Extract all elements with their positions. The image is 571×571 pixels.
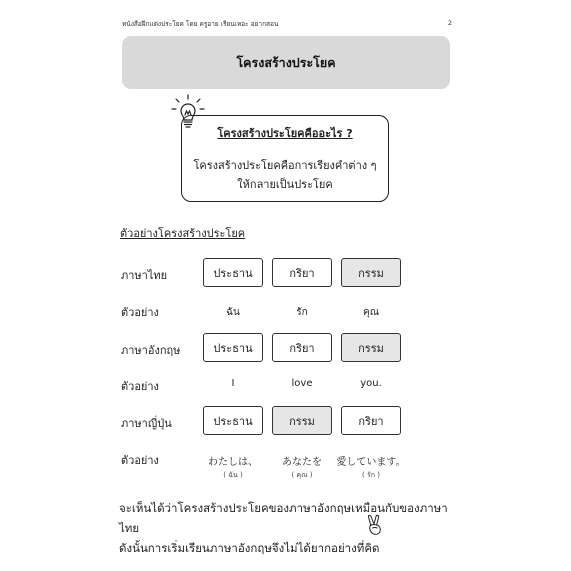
thai-box-verb: กริยา [272, 258, 332, 287]
japanese-gloss: ( ฉัน ) [223, 471, 243, 479]
english-example-word: I [231, 378, 235, 389]
thai-box-subject: ประธาน [203, 258, 263, 287]
thai-example-label: ตัวอย่าง [121, 306, 159, 319]
page-header [122, 19, 452, 29]
japanese-row-label: ภาษาญี่ปุ่น [121, 417, 172, 430]
english-example-label: ตัวอย่าง [121, 380, 159, 393]
definition-title: โครงสร้างประโยคคืออะไร ? [217, 127, 353, 140]
english-box-verb: กริยา [272, 333, 332, 362]
thai-example-word: ฉัน [226, 307, 240, 318]
page-title: โครงสร้างประโยค [236, 54, 336, 70]
english-box-object: กรรม [341, 333, 401, 362]
thai-box-object: กรรม [341, 258, 401, 287]
thai-row-label: ภาษาไทย [121, 269, 168, 282]
section-heading: ตัวอย่างโครงสร้างประโยค [120, 227, 246, 240]
japanese-box-verb: กริยา [341, 406, 401, 435]
conclusion-line-1: จะเห็นได้ว่าโครงสร้างประโยคของภาษาอังกฤษเหมือนกับของภาษาไทย [119, 501, 448, 535]
japanese-example-word: あなたを [282, 457, 322, 468]
japanese-gloss: ( รัก ) [362, 471, 380, 479]
japanese-example-word: 愛しています。 [336, 457, 406, 468]
conclusion-line-2: ดังนั้นการเริ่มเรียนภาษาอังกฤษจึงไม่ได้ยากอย่างที่คิด [119, 541, 380, 555]
japanese-gloss: ( คุณ ) [291, 471, 313, 479]
english-row-label: ภาษาอังกฤษ [121, 344, 181, 357]
definition-box [181, 115, 389, 202]
english-box-subject: ประธาน [203, 333, 263, 362]
japanese-box-subject: ประธาน [203, 406, 263, 435]
english-example-word: you. [360, 378, 382, 389]
conclusion-text [119, 498, 459, 558]
thai-example-word: คุณ [363, 307, 379, 318]
title-banner [122, 36, 450, 89]
japanese-box-object: กรรม [272, 406, 332, 435]
peace-hand-icon [366, 514, 384, 536]
definition-line-1: โครงสร้างประโยคคือการเรียงคำต่าง ๆ [193, 159, 377, 172]
thai-example-word: รัก [296, 307, 308, 318]
book-title: หนังสือฝึกแต่งประโยค โดย ครูอาย เรียนเหอะ อยากสอน [122, 20, 279, 28]
japanese-example-label: ตัวอย่าง [121, 454, 159, 467]
japanese-example-word: わたしは、 [208, 457, 258, 468]
definition-line-2: ให้กลายเป็นประโยค [237, 178, 333, 191]
english-example-word: love [291, 378, 313, 389]
page-number: 2 [447, 19, 452, 27]
definition-body [188, 156, 382, 194]
